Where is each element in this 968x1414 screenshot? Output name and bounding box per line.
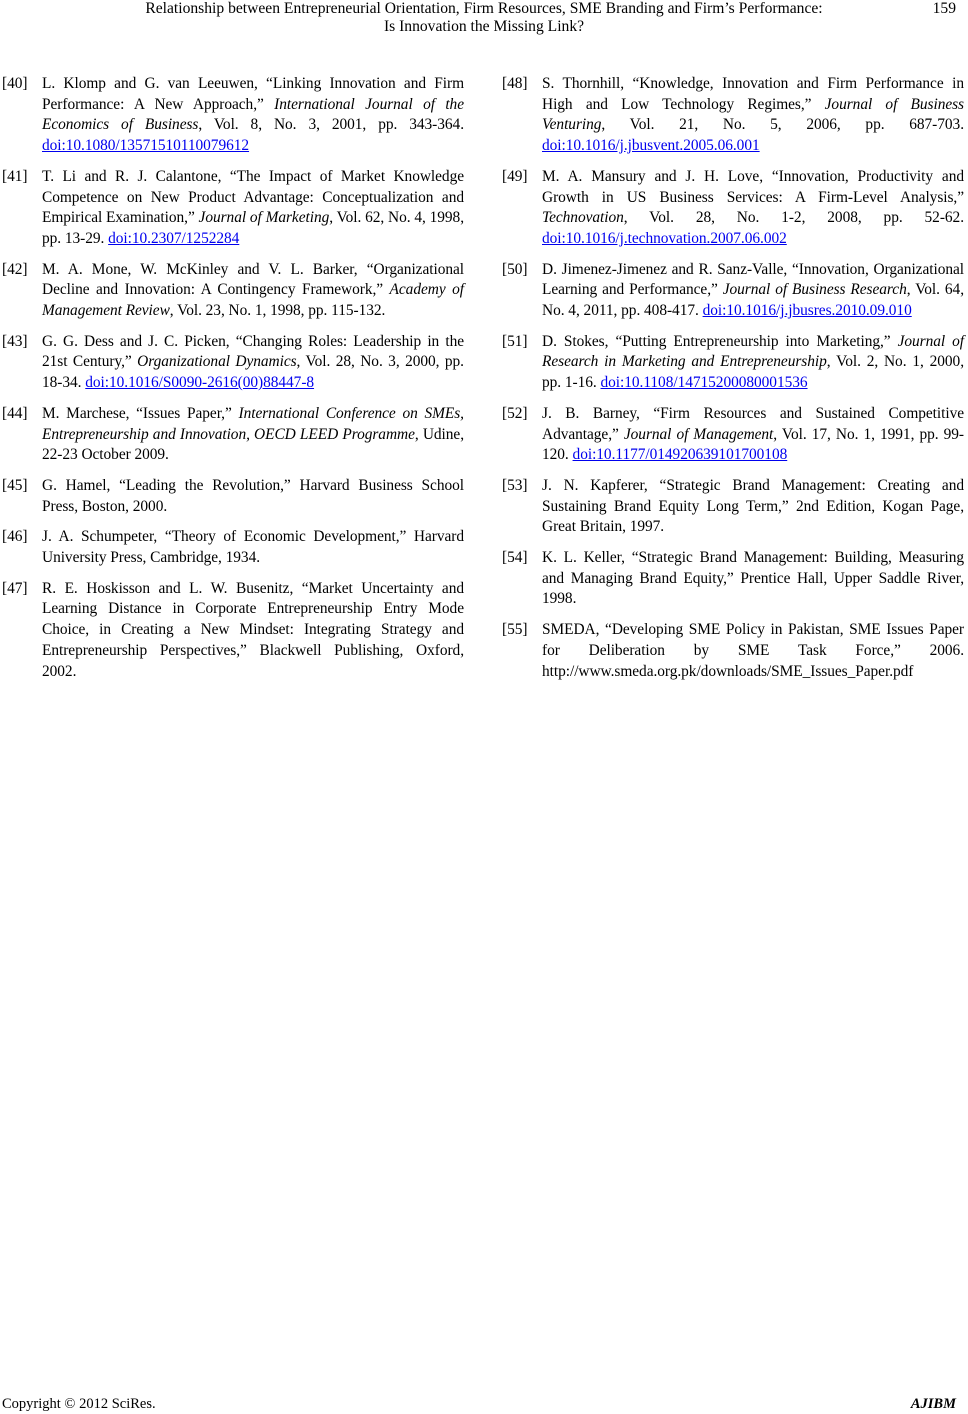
reference-number: [40] (2, 75, 28, 92)
reference-journal: Journal of Marketing (198, 209, 330, 227)
reference-entry (2, 74, 464, 157)
reference-number: [52] (502, 404, 528, 422)
reference-number: [41] (2, 167, 28, 185)
reference-citation: M. Marchese, “Issues Paper,” (42, 404, 239, 422)
page-header (0, 0, 968, 44)
reference-citation: R. E. Hoskisson and L. W. Busenitz, “Market Uncertainty and Learning Distance in Corporate Entrepreneurship Entry Mode Choice, in Creating a New Mindset: Integrating Strategy and Entrepreneurship Perspectives,” Blackwell Publishing, Oxford, 2002. (42, 579, 464, 680)
reference-doi-link[interactable]: doi:10.1080/13571510110079612 (42, 137, 250, 155)
reference-journal: Journal of Research in Marketing and Entrepreneurship (542, 332, 964, 371)
page-footer (0, 1395, 968, 1414)
reference-details: , Vol. 62, No. 4, 1998, pp. 13-29. (42, 209, 464, 247)
reference-number: [46] (2, 528, 28, 546)
reference-number: [51] (502, 332, 528, 350)
reference-citation: G. Hamel, “Leading the Revolution,” Harvard Business School Press, Boston, 2000. (42, 476, 464, 515)
reference-text (542, 549, 964, 607)
reference-citation: SMEDA, “Developing SME Policy in Pakistan, SME Issues Paper for Deliberation by SME Task Force,” 2006. http://www.smeda.org.pk/downloads/SME_Issues_Paper.pdf (542, 621, 964, 680)
reference-details: , Vol. 21, No. 5, 2006, pp. 687-703. (601, 116, 964, 134)
reference-number: [49] (502, 167, 528, 185)
journal-abbreviation: AJIBM (910, 1396, 956, 1412)
reference-text (42, 580, 464, 680)
reference-entry (502, 620, 964, 682)
reference-entry (502, 74, 964, 157)
reference-journal: Journal of Business Research (722, 281, 907, 299)
reference-entry (2, 476, 464, 517)
reference-details: , Udine, 22-23 October 2009. (42, 425, 465, 464)
reference-citation: L. Klomp and G. van Leeuwen, “Linking Innovation and Firm Performance: A New Approach,” (42, 75, 464, 113)
reference-number: [53] (502, 476, 528, 494)
reference-doi-link[interactable]: doi:10.1108/14715200080001536 (600, 374, 808, 392)
reference-entry (2, 332, 464, 394)
reference-entry (2, 579, 464, 683)
reference-text (542, 75, 964, 154)
reference-number: [45] (2, 476, 28, 494)
reference-details: , Vol. 23, No. 1, 1998, pp. 115-132. (169, 302, 386, 320)
reference-entry (2, 404, 464, 466)
reference-entry (502, 260, 964, 322)
running-title-line-1: Relationship between Entrepreneurial Orientation, Firm Resources, SME Branding and Firm’s Performance: (145, 0, 823, 17)
reference-doi-link[interactable]: doi:10.1177/014920639101700108 (572, 446, 788, 464)
reference-text (542, 261, 964, 319)
reference-citation: T. Li and R. J. Calantone, “The Impact of Market Knowledge Competence on New Product Advantage: Conceptualization and Empirical Examination,” (42, 167, 464, 227)
reference-citation: J. N. Kapferer, “Strategic Brand Management: Creating and Sustaining Brand Equity Long Term,” 2nd Edition, Kogan Page, Great Britain, 1997. (542, 476, 964, 536)
running-title (60, 0, 908, 36)
reference-number: [43] (2, 332, 28, 350)
reference-text (542, 621, 964, 679)
reference-number: [54] (502, 549, 528, 567)
reference-text (42, 405, 464, 463)
reference-text (42, 333, 464, 391)
reference-entry (2, 527, 464, 568)
reference-journal: Academy of Management Review (42, 281, 464, 320)
reference-details: , Vol. 28, No. 1-2, 2008, pp. 52-62. (623, 209, 964, 227)
reference-journal: Journal of Business Venturing (542, 95, 964, 134)
reference-entry (2, 260, 464, 322)
reference-journal: International Journal of the Economics of Business (42, 95, 464, 134)
reference-journal: Journal of Management (623, 425, 774, 443)
reference-citation: G. G. Dess and J. C. Picken, “Changing Roles: Leadership in the 21st Century,” (42, 332, 464, 371)
reference-details: , Vol. 8, No. 3, 2001, pp. 343-364. (198, 116, 464, 134)
reference-entry (502, 167, 964, 250)
reference-entry (502, 548, 964, 610)
reference-entry (2, 167, 464, 250)
reference-text (542, 168, 964, 247)
reference-journal: Technovation (542, 209, 624, 227)
reference-details: , Vol. 17, No. 1, 1991, pp. 99-120. (542, 425, 964, 464)
reference-doi-link[interactable]: doi:10.1016/j.jbusres.2010.09.010 (702, 302, 912, 320)
reference-citation: J. A. Schumpeter, “Theory of Economic Development,” Harvard University Press, Cambridge, 1934. (42, 528, 464, 567)
reference-journal: Organizational Dynamics (137, 353, 297, 371)
reference-text (542, 477, 964, 535)
reference-citation: J. B. Barney, “Firm Resources and Sustained Competitive Advantage,” (542, 404, 964, 443)
reference-text (42, 261, 464, 319)
reference-doi-link[interactable]: doi:10.1016/S0090-2616(00)88447-8 (85, 374, 315, 392)
reference-number: [48] (502, 75, 528, 92)
page-number: 159 (932, 0, 956, 17)
references-right-column (502, 74, 964, 692)
copyright-notice: Copyright © 2012 SciRes. (2, 1396, 156, 1412)
reference-details: , Vol. 2, No. 1, 2000, pp. 1-16. (542, 353, 965, 392)
reference-citation: D. Stokes, “Putting Entrepreneurship into Marketing,” (542, 332, 898, 350)
reference-text (42, 477, 464, 515)
reference-number: [42] (2, 260, 28, 278)
reference-doi-link[interactable]: doi:10.1016/j.technovation.2007.06.002 (542, 229, 787, 247)
reference-details: , Vol. 64, No. 4, 2011, pp. 408-417. (542, 281, 964, 320)
reference-text (42, 75, 464, 154)
reference-journal: International Conference on SMEs, Entrepreneurship and Innovation, OECD LEED Programme (42, 404, 464, 443)
reference-entry (502, 332, 964, 394)
reference-entry (502, 404, 964, 466)
reference-entry (502, 476, 964, 538)
reference-citation: M. A. Mone, W. McKinley and V. L. Barker, “Organizational Decline and Innovation: A Contingency Framework,” (42, 260, 464, 299)
reference-citation: M. A. Mansury and J. H. Love, “Innovation, Productivity and Growth in US Business Services: A Firm-Level Analysis,” (542, 167, 964, 206)
reference-doi-link[interactable]: doi:10.2307/1252284 (108, 229, 240, 247)
reference-number: [55] (502, 621, 528, 639)
running-title-line-2: Is Innovation the Missing Link? (383, 18, 585, 35)
reference-number: [50] (502, 260, 528, 278)
reference-text (542, 405, 964, 463)
references-left-column (2, 74, 464, 692)
reference-citation: S. Thornhill, “Knowledge, Innovation and Firm Performance in High and Low Technology Regimes,” (542, 75, 964, 113)
reference-text (42, 528, 464, 566)
reference-citation: D. Jimenez-Jimenez and R. Sanz-Valle, “Innovation, Organizational Learning and Performance,” (542, 260, 964, 299)
reference-citation: K. L. Keller, “Strategic Brand Management: Building, Measuring and Managing Brand Equity,” Prentice Hall, Upper Saddle River, 1998. (542, 549, 964, 608)
reference-details: , Vol. 28, No. 3, 2000, pp. 18-34. (42, 353, 464, 392)
reference-number: [44] (2, 404, 28, 422)
reference-number: [47] (2, 579, 28, 597)
reference-text (42, 168, 464, 247)
reference-doi-link[interactable]: doi:10.1016/j.jbusvent.2005.06.001 (542, 137, 760, 155)
reference-text (542, 333, 964, 391)
